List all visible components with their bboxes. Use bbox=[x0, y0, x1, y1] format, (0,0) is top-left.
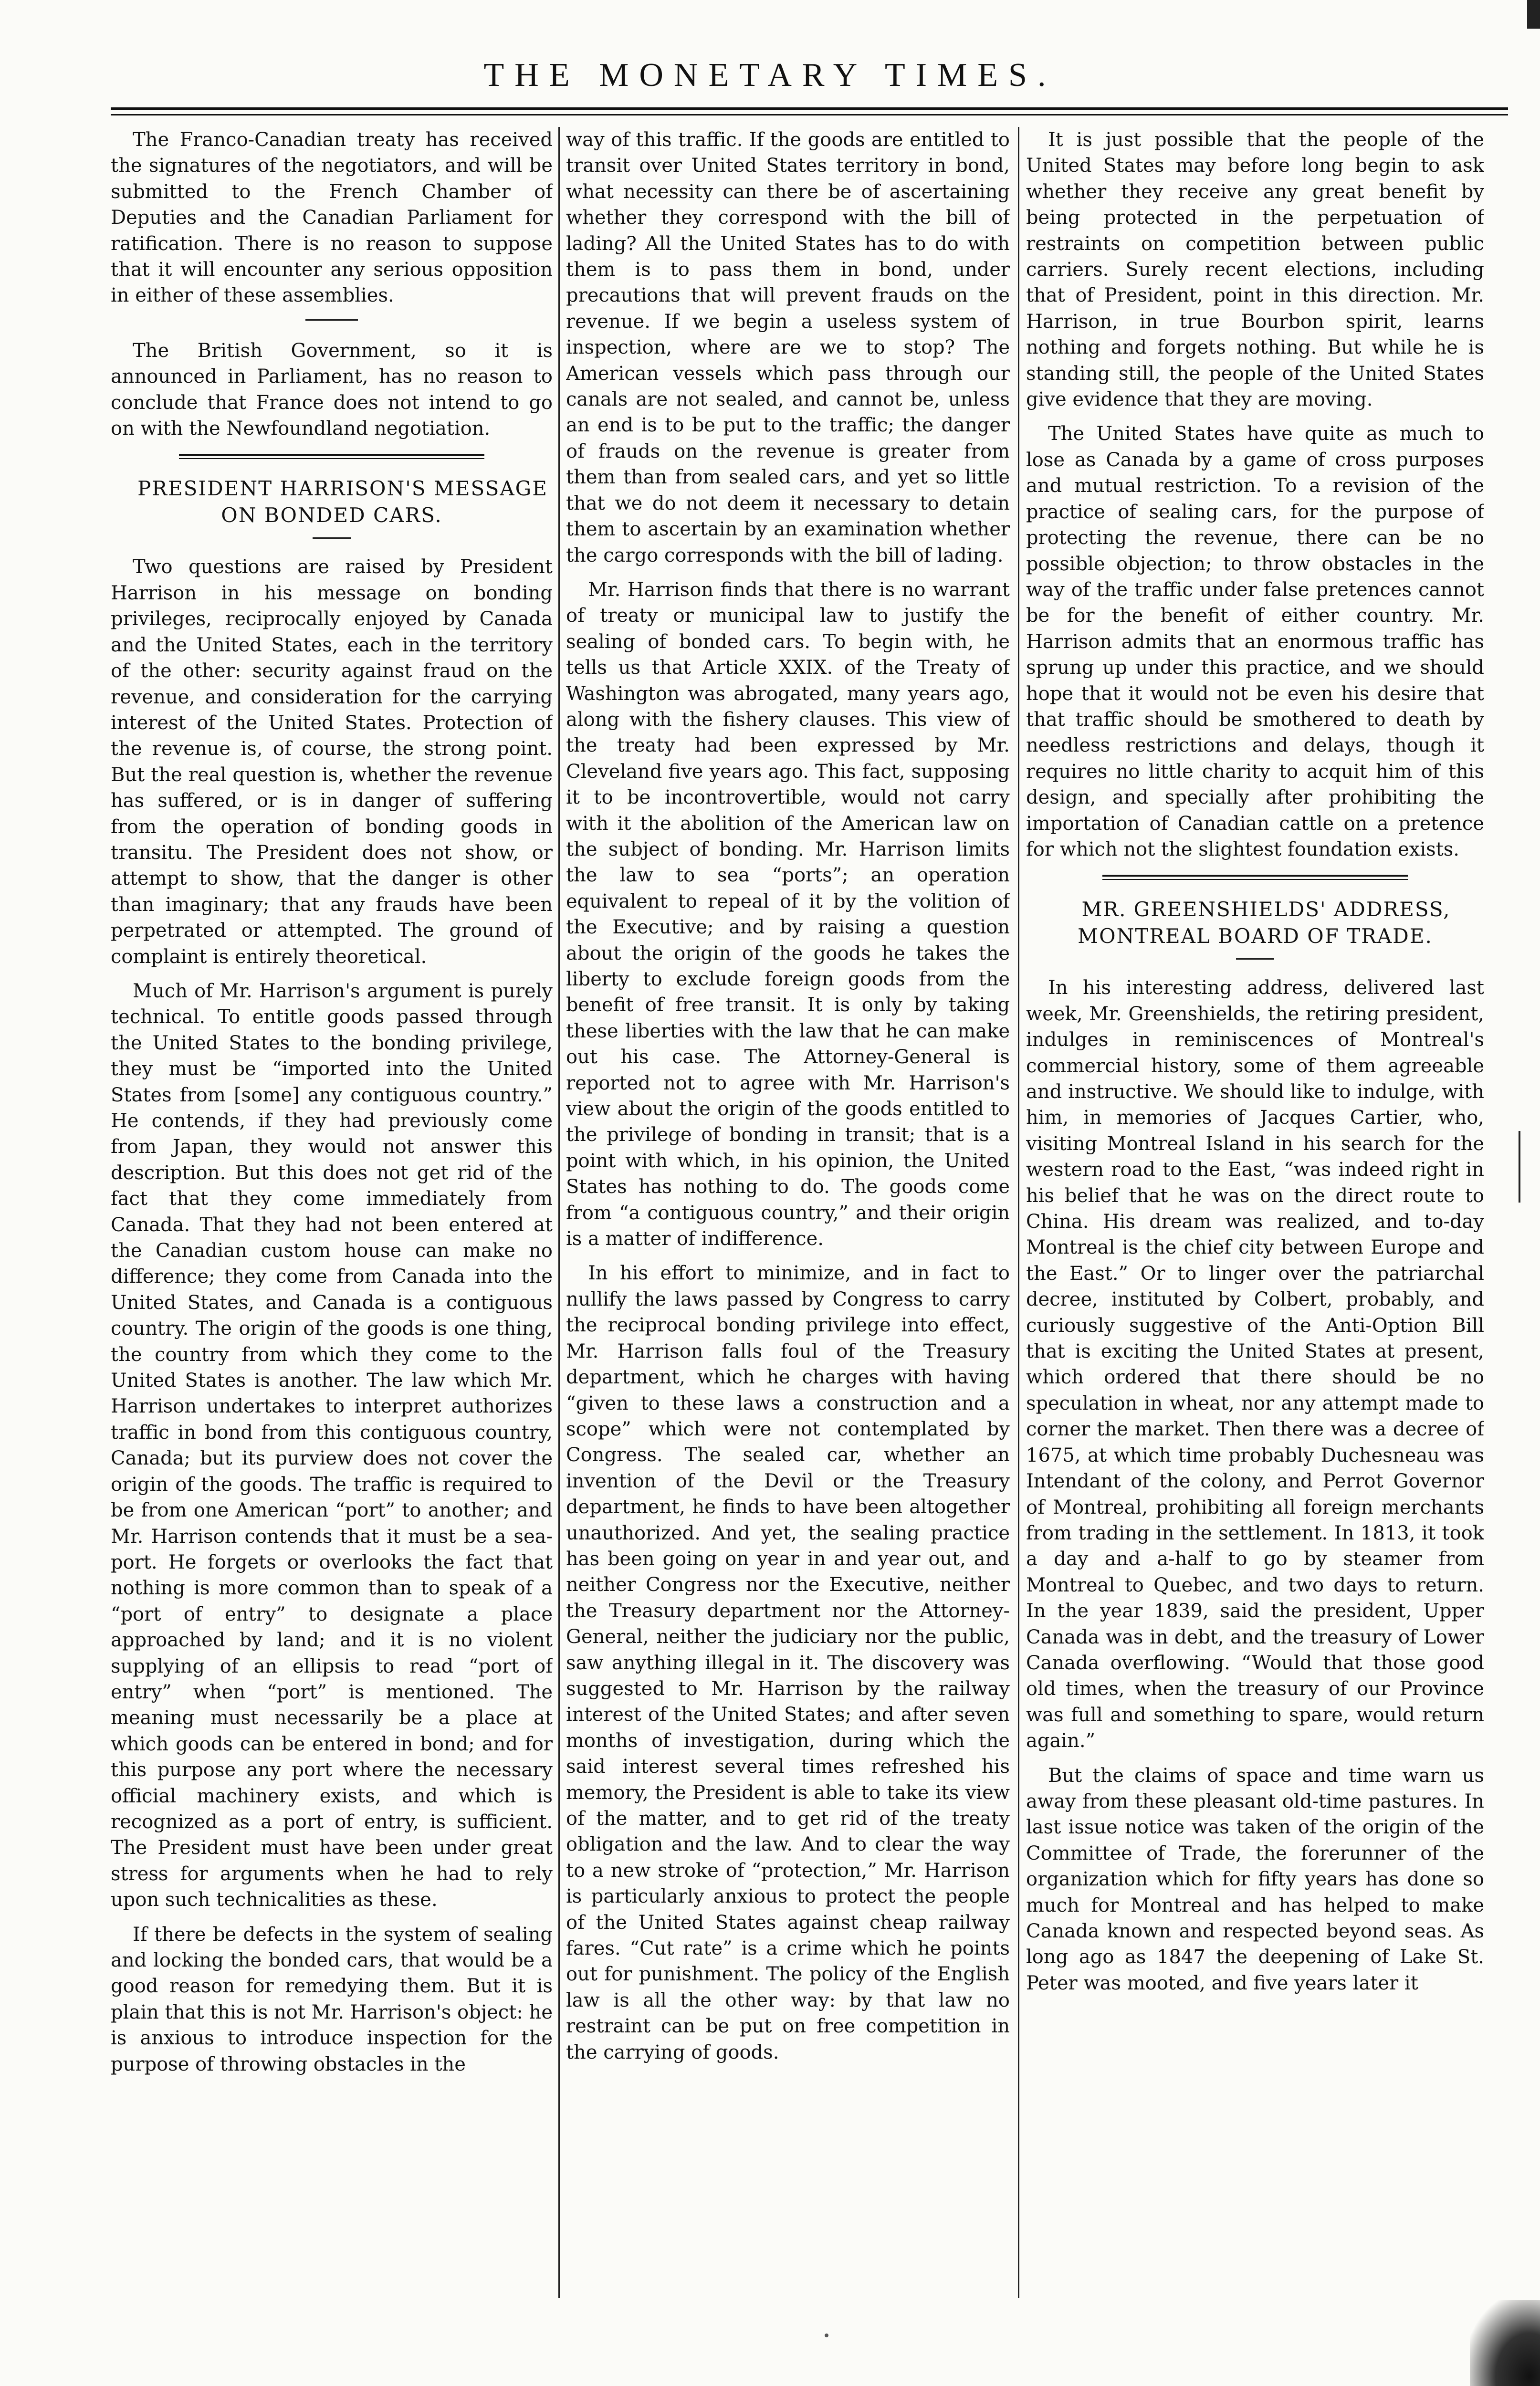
heading-dash bbox=[313, 537, 351, 539]
paragraph-no-warrant: Mr. Harrison finds that there is no warrant of treaty or municipal law to justify the sealing of bonded cars. To begin with, he tells us that Article XXIX. of the Treaty of Washington was abrogated, many years ago, along with the fishery clauses. This view of the treaty had been expressed by Mr. Cleveland five years ago. This fact, supposing it to be incontrovertible, would not carry with it the abolition of the American law on the subject of bonding. Mr. Harrison limits the law to sea “ports”; an operation equivalent to repeal of it by the volition of the Executive; and by raising a question about the origin of the goods he takes the liberty to exclude foreign goods from the benefit of free transit. It is only by taking these liberties with the law that he can make out his case. The Attorney-General is reported not to agree with Mr. Harrison's view about the origin of the goods entitled to the privilege of bonding in transit; that is a point with which, in his opinion, the United States has nothing to do. The goods come from “a contiguous country,” and their origin is a matter of indifference. bbox=[566, 578, 1010, 1250]
paragraph-claims-of-space: But the claims of space and time warn us away from these pleasant old-time pastures. In last issue notice was taken of the origin of the Committee of Trade, the forerunner of the organization which for fifty years has done so much for Montreal and has helped to make Canada known and respected beyond seas. As long ago as 1847 the deepening of Lake St. Peter was mooted, and five years later it bbox=[1026, 1764, 1484, 1994]
column-rule-2 bbox=[1018, 127, 1019, 2298]
scan-thumb-shadow bbox=[1470, 2300, 1540, 2386]
heading-dash bbox=[1236, 958, 1274, 960]
paragraph-british-government: The British Government, so it is announced in Parliament, has no reason to conclude that France does not intend to go on with the Newfoundland negotiation. bbox=[111, 339, 553, 440]
article-heading-harrison: PRESIDENT HARRISON'S MESSAGE ON BONDED CARS. bbox=[137, 477, 548, 527]
paragraph-franco-canadian-treaty: The Franco-Canadian treaty has received the signatures of the negotiators, and will be submitted to the French Chamber of Deputies and the Canadian Parliament for ratification. There is no reason to suppose that it will encounter any serious opposition in either of these assemblies. bbox=[111, 129, 553, 307]
section-divider bbox=[1102, 875, 1408, 880]
column-3 bbox=[1026, 127, 1484, 2308]
paragraph-two-questions: Two questions are raised by President Harrison in his message on bonding privileges, reciprocally enjoyed by Canada and the United States, each in the territory of the other: security against fraud on the revenue, and consideration for the carrying interest of the United States. Protection of the revenue is, of course, the strong point. But the real question is, whether the revenue has suffered, or is in danger of suffering from the operation of bonding goods in transitu. The President does not show, or attempt to show, that the danger is other than imaginary; that any frauds have been perpetrated or attempted. The ground of complaint is entirely theoretical. bbox=[111, 556, 553, 968]
paragraph-technical-argument: Much of Mr. Harrison's argument is purely technical. To entitle goods passed through the United States to the bonding privilege, they must be “imported into the United States from [some] any contiguous country.” He contends, if they had previously come from Japan, they would not answer this description. But this does not get rid of the fact that they come immediately from Canada. That they had not been entered at the Canadian custom house can make no difference; they come from Canada into the United States, and Canada is a contiguous country. The origin of the goods is one thing, the country from which they come to the United States is another. The law which Mr. Harrison undertakes to interpret authorizes traffic in bond from this contiguous country, Canada; but its purview does not cover the origin of the goods. The traffic is required to be from one American “port” to another; and Mr. Harrison contends that it must be a sea-port. He forgets or overlooks the fact that nothing is more common than to speak of a “port of entry” to designate a place approached by land; and it is no violent supplying of an ellipsis to read “port of entry” when “port” is mentioned. The meaning must necessarily be a place at which goods can be entered in bond; and for this purpose any port where the necessary official machinery exists, and which is recognized as a port of entry, is sufficient. The President must have been under great stress for arguments when he had to rely upon such technicalities as these. bbox=[111, 980, 553, 1911]
paragraph-people-of-us: It is just possible that the people of the United States may before long begin to ask whether they receive any great benefit by being protected in the perpetuation of restraints on competition between public carriers. Surely recent elections, including that of President, point in this direction. Mr. Harrison, in true Bourbon spirit, learns nothing and forgets nothing. But while he is standing still, the people of the United States give evidence that they are moving. bbox=[1026, 129, 1484, 411]
paragraph-cross-purposes: The United States have quite as much to lose as Canada by a game of cross purposes and mutual restriction. To a revision of the practice of sealing cars, for the purpose of protecting the revenue, there can be no possible objection; to throw obstacles in the way of the traffic under false pretences cannot be for the benefit of either country. Mr. Harrison admits that an enormous traffic has sprung up under this practice, and we should hope that it would not be even his desire that that traffic should be smothered to death by needless restrictions and delays, though it requires no little charity to acquit him of this design, and specially after prohibiting the importation of Canadian cattle on a pretence for which not the slightest foundation exists. bbox=[1026, 423, 1484, 860]
masthead-rule-thick bbox=[111, 107, 1508, 110]
scan-speck bbox=[825, 2334, 828, 2337]
column-rule-1 bbox=[558, 127, 560, 2298]
paragraph-defects-sealing: If there be defects in the system of sealing and locking the bonded cars, that would be a good reason for remedying them. But it is plain that this is not Mr. Harrison's object: he is anxious to introduce inspection for the purpose of throwing obstacles in the bbox=[111, 1923, 553, 2075]
paragraph-interesting-address: In his interesting address, delivered last week, Mr. Greenshields, the retiring president, indulges in reminiscences of Montreal's commercial history, some of them agreeable and instructive. We should like to indulge, with him, in memories of Jacques Cartier, who, visiting Montreal Island in his search for the western road to the East, “was indeed right in his belief that he was on the direct route to China. His dream was realized, and to-day Montreal is the chief city between Europe and the East.” Or to linger over the patriarchal decree, instituted by Colbert, probably, and curiously suggestive of the Anti-Option Bill that is exciting the United States at present, which ordered that there should be no speculation in wheat, nor any attempt made to corner the market. Then there was a decree of 1675, at which time probably Duchesneau was Intendant of the colony, and Perrot Governor of Montreal, prohibiting all foreign merchants from trading in the settlement. In 1813, it took a day and a-half to go by steamer from Montreal to Quebec, and two days to return. In the year 1839, said the president, Upper Canada was in debt, and the treasury of Lower Canada overflowing. “Would that those good old times, when the treasury of our Province was full and something to spare, would return again.” bbox=[1026, 977, 1484, 1752]
scan-corner-mark bbox=[1527, 0, 1540, 29]
column-2 bbox=[566, 127, 1010, 2308]
column-1 bbox=[111, 127, 553, 2308]
paragraph-way-of-traffic: way of this traffic. If the goods are entitled to transit over United States territory in bond, what necessity can there be of ascertaining whether they correspond with the bill of lading? All the United States has to do with them is to pass them in bond, under precautions that will prevent frauds on the revenue. If we begin a useless system of inspection, where are we to stop? The American vessels which pass through our canals are not sealed, and cannot be, unless an end is to be put to the traffic; the danger of frauds on the revenue is greater from them than from sealed cars, and yet so little that we do not deem it necessary to detain them to ascertain by an examination whether the cargo corresponds with the bill of lading. bbox=[566, 129, 1010, 566]
masthead-rule-thin bbox=[111, 114, 1508, 115]
margin-bleed-mark bbox=[1519, 1131, 1520, 1203]
article-heading-greenshields: MR. GREENSHIELDS' ADDRESS, MONTREAL BOARD OF TRADE. bbox=[1078, 898, 1451, 948]
section-divider bbox=[179, 454, 484, 459]
paragraph-minimize-laws: In his effort to minimize, and in fact to nullify the laws passed by Congress to carry the reciprocal bonding privilege into effect, Mr. Harrison falls foul of the Treasury department, which he charges with having “given to these laws a construction and a scope” which were not contemplated by Congress. The sealed car, whether an invention of the Devil or the Treasury department, he finds to have been altogether unauthorized. And yet, the sealing practice has been going on year in and year out, and neither Congress nor the Executive, neither the Treasury department nor the Attorney-General, neither the judiciary nor the public, saw anything illegal in it. The discovery was suggested to Mr. Harrison by the railway interest of the United States; and after seven months of investigation, during which the said interest several times refreshed his memory, the President is able to take its view of the matter, and to get rid of the treaty obligation and the law. And to clear the way to a new stroke of “protection,” Mr. Harrison is particularly anxious to protect the people of the United States against cheap railway fares. “Cut rate” is a crime which he points out for punishment. The policy of the English law is all the other way: by that law no restraint can be put on free competition in the carrying of goods. bbox=[566, 1262, 1010, 2063]
masthead-title: THE MONETARY TIMES. bbox=[483, 57, 1057, 94]
divider bbox=[305, 319, 358, 321]
